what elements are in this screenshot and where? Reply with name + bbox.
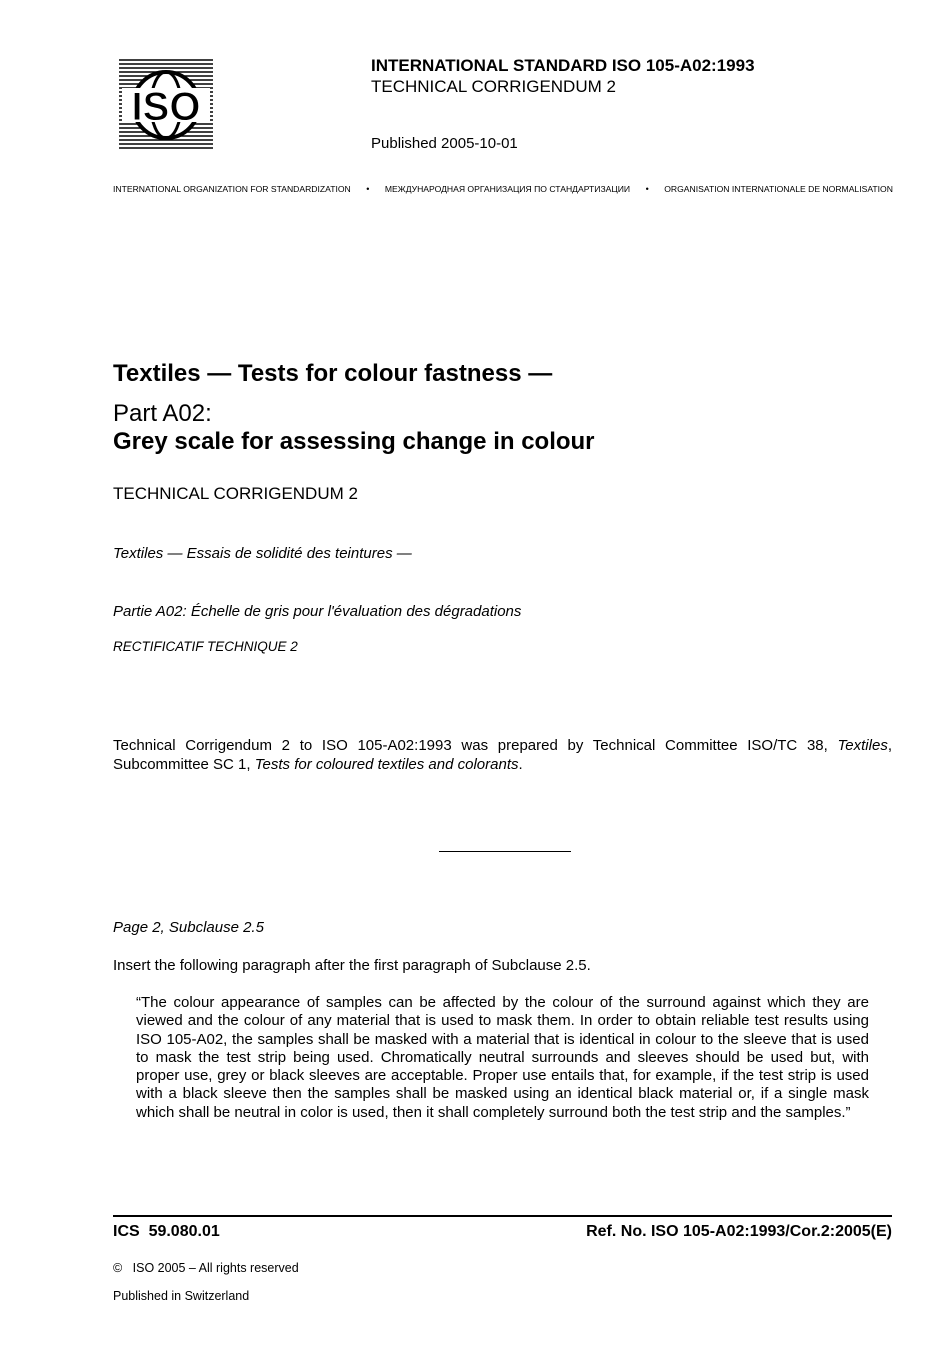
part-title: Part A02: [113,400,212,427]
bullet-separator: • [366,184,370,194]
iso-logo-text: ISO [131,85,201,129]
bullet-separator: • [645,184,649,194]
org-name-en: INTERNATIONAL ORGANIZATION FOR STANDARDIZATION [113,184,351,194]
corrigendum-label: TECHNICAL CORRIGENDUM 2 [371,77,616,96]
page-reference: Page 2, Subclause 2.5 [113,919,264,936]
committee-name: Textiles [837,737,888,754]
standard-title: INTERNATIONAL STANDARD ISO 105-A02:1993 [371,56,755,75]
intro-paragraph: Technical Corrigendum 2 to ISO 105-A02:1993 was prepared by Technical Committee ISO/TC 38, Textiles, Subcommittee SC 1, Tests for coloured textiles and colorants. [113,737,892,773]
french-corrigendum: RECTIFICATIF TECHNIQUE 2 [113,639,298,654]
part-subtitle: Grey scale for assessing change in colour [113,428,595,455]
reference-number: Ref. No. ISO 105-A02:1993/Cor.2:2005(E) [586,1223,892,1240]
iso-logo [117,58,215,152]
subcommittee-name: Tests for coloured textiles and colorants [254,756,519,773]
french-part-title: Partie A02: Échelle de gris pour l'évaluation des dégradations [113,603,522,620]
ics-code: ICS 59.080.01 [113,1223,220,1240]
section-separator [439,851,571,852]
copyright-notice: © ISO 2005 – All rights reserved [113,1261,299,1275]
french-title: Textiles — Essais de solidité des teintures — [113,545,412,562]
corrigendum-title: TECHNICAL CORRIGENDUM 2 [113,484,358,503]
published-date: Published 2005-10-01 [371,135,518,152]
document-title: Textiles — Tests for colour fastness — [113,360,553,387]
footer-rule [113,1215,892,1217]
org-name-fr: ORGANISATION INTERNATIONALE DE NORMALISATION [664,184,893,194]
inserted-paragraph: “The colour appearance of samples can be affected by the colour of the surround against which they are viewed and the colour of any material that is used to mask them. In order to obtain reliable test results using ISO 105-A02, the samples shall be masked with a material that is identical in colour to the sleeve that is used to mask the test strip being used. Chromatically neutral surrounds and sleeves should be used but, with proper use, grey or black sleeves are acceptable. Proper use entails that, for example, if the test strip is used with a black sleeve then the samples shall be masked using an identical black material or, if a single mask which shall be neutral in color is used, then it shall completely surround both the test strip and the samples.” [136,994,869,1121]
published-location: Published in Switzerland [113,1289,250,1303]
org-name-ru: МЕЖДУНАРОДНАЯ ОРГАНИЗАЦИЯ ПО СТАНДАРТИЗАЦИИ [384,184,631,194]
organization-line [113,184,893,194]
instruction-text: Insert the following paragraph after the first paragraph of Subclause 2.5. [113,957,591,974]
